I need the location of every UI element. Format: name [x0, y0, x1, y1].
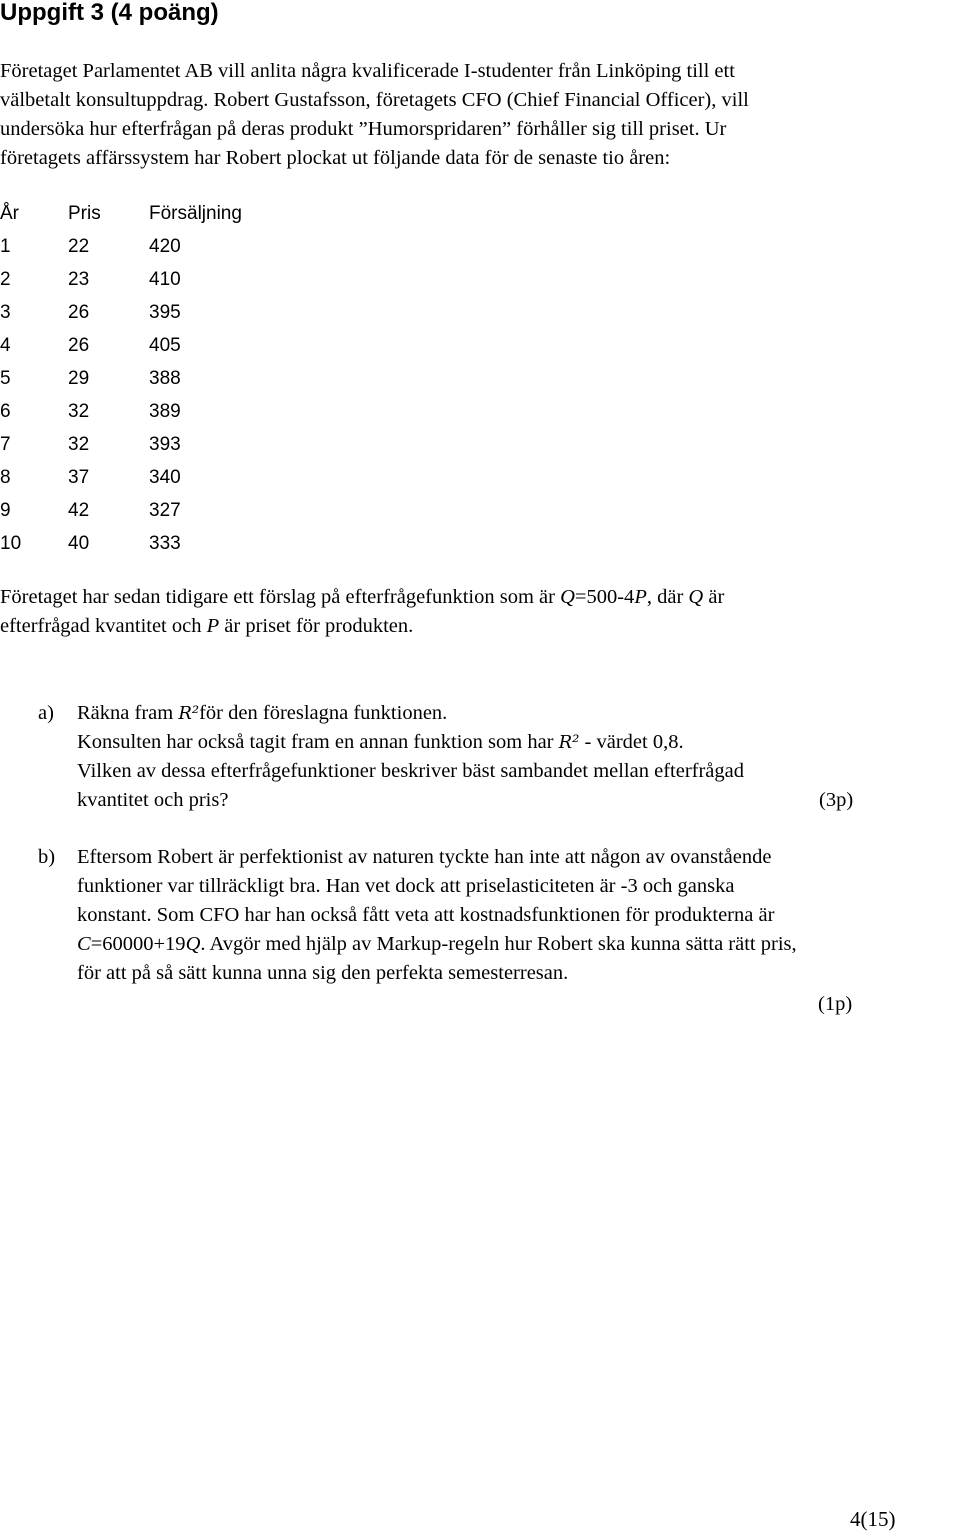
question-body [77, 699, 960, 815]
cell-sales: 410 [149, 269, 181, 290]
cell-price: 42 [68, 500, 90, 521]
cell-price: 26 [68, 302, 90, 323]
table-row [0, 461, 242, 494]
text-segment: =500-4 [574, 586, 635, 608]
variable-p: P [634, 586, 647, 608]
text-segment: . Avgör med hjälp av Markup-regeln hur Robert ska kunna sätta rätt pris, [200, 933, 797, 955]
demand-function-paragraph [0, 583, 930, 641]
question-marker: b) [38, 846, 56, 868]
intro-line: företagets affärssystem har Robert plockat ut följande data för de senaste tio åren: [0, 147, 671, 169]
question-body [77, 843, 960, 1019]
task-title: Uppgift 3 (4 poäng) [0, 0, 219, 26]
question-line: för att på så sätt kunna unna sig den perfekta semesterresan. [77, 962, 569, 984]
variable-c: C [77, 933, 91, 955]
cell-sales: 389 [149, 401, 181, 422]
cell-sales: 388 [149, 368, 181, 389]
r-squared: R² [558, 732, 580, 753]
cell-sales: 395 [149, 302, 181, 323]
cell-price: 37 [68, 467, 90, 488]
text-segment: - värdet 0,8. [579, 731, 684, 753]
r-squared: R² [178, 703, 200, 724]
points-line [77, 990, 960, 1019]
cell-sales: 333 [149, 533, 181, 554]
variable-p: P [206, 615, 220, 637]
cell-year: 5 [0, 368, 11, 389]
question-line [77, 699, 960, 728]
question-marker: a) [38, 702, 54, 724]
cell-year: 2 [0, 269, 11, 290]
cell-price: 40 [68, 533, 90, 554]
cell-year: 10 [0, 533, 22, 554]
column-header-price: Pris [68, 203, 101, 224]
intro-paragraph [0, 57, 920, 173]
table-row [0, 230, 242, 263]
question-line: Eftersom Robert är perfektionist av naturen tyckte han inte att någon av ovanstående [77, 846, 772, 868]
cell-year: 4 [0, 335, 11, 356]
cell-year: 1 [0, 236, 11, 257]
cell-price: 23 [68, 269, 90, 290]
question-line: Vilken av dessa efterfrågefunktioner beskriver bäst sambandet mellan efterfrågad [77, 760, 745, 782]
page-number: 4(15) [850, 1507, 896, 1531]
question-line: konstant. Som CFO har han också fått veta att kostnadsfunktionen för produkterna är [77, 904, 775, 926]
table-row [0, 296, 242, 329]
cell-price: 32 [68, 401, 90, 422]
sales-data-table [0, 197, 242, 560]
paragraph-line [0, 583, 930, 612]
cell-year: 9 [0, 500, 11, 521]
cell-sales: 340 [149, 467, 181, 488]
intro-line: välbetalt konsultuppdrag. Robert Gustafsson, företagets CFO (Chief Financial Officer), vill [0, 89, 749, 111]
cell-price: 32 [68, 434, 90, 455]
cell-sales: 405 [149, 335, 181, 356]
table-row [0, 362, 242, 395]
text-segment: för den föreslagna funktionen. [199, 702, 448, 724]
question-line [77, 728, 960, 757]
points-label: (3p) [819, 789, 854, 811]
text-segment: kvantitet och pris? [77, 789, 229, 811]
variable-q: Q [688, 586, 704, 608]
table-row [0, 527, 242, 560]
points-label: (1p) [818, 993, 853, 1015]
table-row [0, 428, 242, 461]
cell-sales: 420 [149, 236, 181, 257]
intro-line: undersöka hur efterfrågan på deras produkt ”Humorspridaren” förhåller sig till priset. Ur [0, 118, 727, 140]
table-row [0, 263, 242, 296]
variable-q: Q [185, 933, 201, 955]
text-segment: är priset för produkten. [219, 615, 414, 637]
cell-price: 29 [68, 368, 90, 389]
cell-year: 8 [0, 467, 11, 488]
text-segment: , där [646, 586, 689, 608]
text-segment: är [703, 586, 725, 608]
column-header-year: År [0, 203, 19, 224]
paragraph-line [0, 612, 930, 641]
cell-sales: 327 [149, 500, 181, 521]
text-segment: =60000+19 [90, 933, 186, 955]
intro-line: Företaget Parlamentet AB vill anlita några kvalificerade I-studenter från Linköping till ett [0, 60, 735, 82]
cell-price: 22 [68, 236, 90, 257]
cell-year: 6 [0, 401, 11, 422]
column-header-sales: Försäljning [149, 203, 242, 224]
table-row [0, 329, 242, 362]
cell-year: 7 [0, 434, 11, 455]
text-segment: Konsulten har också tagit fram en annan funktion som har [77, 731, 559, 753]
table-header-row [0, 197, 242, 230]
cell-sales: 393 [149, 434, 181, 455]
table-row [0, 494, 242, 527]
question-line [77, 930, 960, 959]
text-segment: efterfrågad kvantitet och [0, 615, 207, 637]
cell-price: 26 [68, 335, 90, 356]
question-line [77, 786, 960, 815]
text-segment: Företaget har sedan tidigare ett förslag på efterfrågefunktion som är [0, 586, 561, 608]
text-segment: Räkna fram [77, 702, 179, 724]
table-row [0, 395, 242, 428]
variable-q: Q [560, 586, 575, 608]
question-line: funktioner var tillräckligt bra. Han vet dock att priselasticiteten är -3 och ganska [77, 875, 735, 897]
cell-year: 3 [0, 302, 11, 323]
